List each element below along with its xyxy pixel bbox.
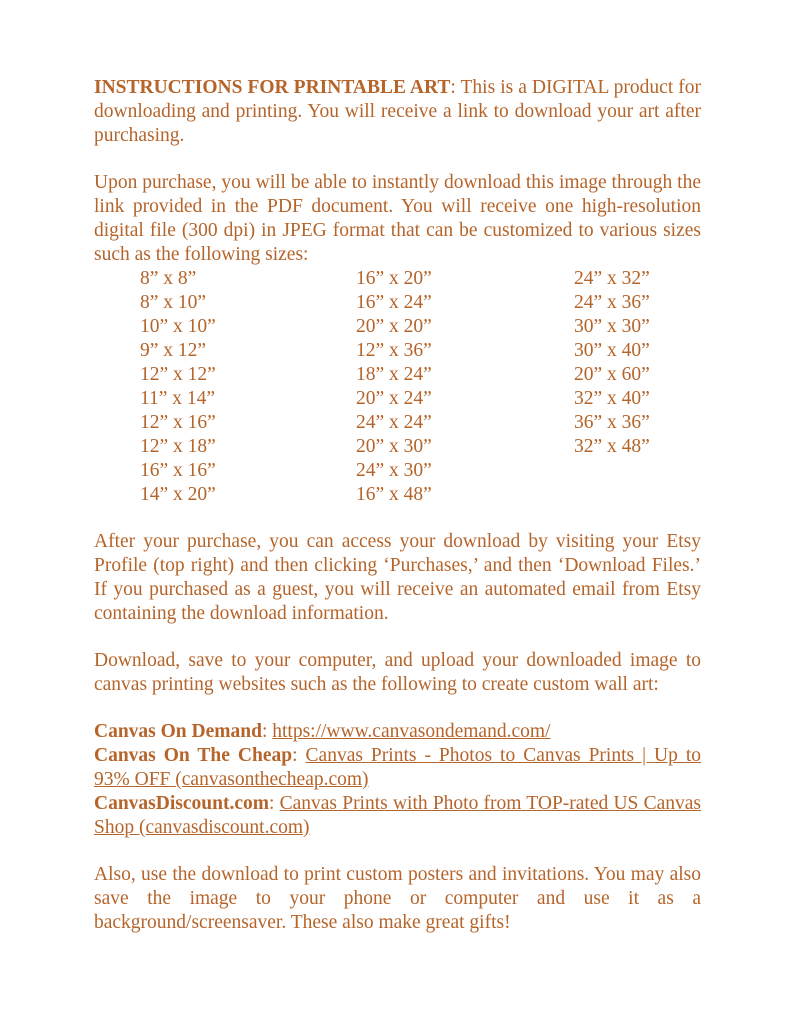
intro-heading: INSTRUCTIONS FOR PRINTABLE ART (94, 77, 451, 98)
vendor-canvasdiscount (94, 792, 701, 840)
document-page (94, 76, 701, 958)
vendor-canvas-on-demand (94, 720, 701, 744)
sizes-table (140, 267, 701, 507)
vendor-separator: : (268, 793, 280, 814)
size-item: 10” x 10” (140, 316, 216, 337)
size-item: 20” x 24” (356, 388, 432, 409)
size-item: 12” x 36” (356, 340, 432, 361)
size-item: 30” x 30” (574, 316, 650, 337)
vendor-name: Canvas On Demand (94, 721, 262, 742)
size-item: 32” x 48” (574, 436, 650, 457)
vendor-name: CanvasDiscount.com (94, 793, 269, 814)
size-item: 30” x 40” (574, 340, 650, 361)
size-item: 8” x 10” (140, 292, 207, 313)
size-item: 8” x 8” (140, 268, 197, 289)
size-item: 16” x 24” (356, 292, 432, 313)
size-item: 20” x 20” (356, 316, 432, 337)
size-item: 9” x 12” (140, 340, 207, 361)
vendor-name: Canvas On The Cheap (94, 745, 293, 766)
size-item: 16” x 16” (140, 460, 216, 481)
size-item: 36” x 36” (574, 412, 650, 433)
size-item: 24” x 24” (356, 412, 432, 433)
size-item: 16” x 48” (356, 484, 432, 505)
sizes-column-3 (574, 267, 714, 507)
size-item: 14” x 20” (140, 484, 216, 505)
sizes-column-1 (140, 267, 356, 507)
size-item: 20” x 30” (356, 436, 432, 457)
size-item: 11” x 14” (140, 388, 216, 409)
size-item: 24” x 30” (356, 460, 432, 481)
vendor-canvas-on-the-cheap (94, 744, 701, 792)
vendor-link[interactable]: Canvas Prints - Photos to Canvas Prints | Up to 93% OFF (canvasonthecheap.com) (94, 745, 701, 790)
size-item: 12” x 18” (140, 436, 216, 457)
size-item: 32” x 40” (574, 388, 650, 409)
closing-paragraph: Also, use the download to print custom posters and invitations. You may also save the image to your phone or computer and use it as a background/screensaver. These also make great gifts! (94, 864, 701, 933)
size-item: 18” x 24” (356, 364, 432, 385)
size-item: 24” x 36” (574, 292, 650, 313)
purchase-paragraph: Upon purchase, you will be able to instantly download this image through the link provided in the PDF document. You will receive one high-resolution digital file (300 dpi) in JPEG format that can be customized to various sizes such as the following sizes: (94, 172, 701, 265)
size-item: 20” x 60” (574, 364, 650, 385)
vendor-separator: : (292, 745, 306, 766)
vendor-list (94, 720, 701, 840)
vendor-link[interactable]: https://www.canvasondemand.com/ (272, 721, 551, 742)
sizes-column-2 (356, 267, 574, 507)
size-item: 12” x 12” (140, 364, 216, 385)
size-item: 16” x 20” (356, 268, 432, 289)
size-item: 12” x 16” (140, 412, 216, 433)
vendor-separator: : (261, 721, 273, 742)
upload-paragraph: Download, save to your computer, and upload your downloaded image to canvas printing websites such as the following to create custom wall art: (94, 650, 701, 695)
access-paragraph: After your purchase, you can access your download by visiting your Etsy Profile (top right) and then clicking ‘Purchases,’ and then ‘Download Files.’ If you purchased as a guest, you will receive an automated email from Etsy containing the download information. (94, 531, 701, 624)
vendor-link[interactable]: Canvas Prints with Photo from TOP-rated US Canvas Shop (canvasdiscount.com) (94, 793, 702, 838)
size-item: 24” x 32” (574, 268, 650, 289)
intro-text: : This is a DIGITAL product for downloading and printing. You will receive a link to download your art after purchasing. (94, 77, 701, 146)
intro-paragraph (94, 76, 701, 148)
